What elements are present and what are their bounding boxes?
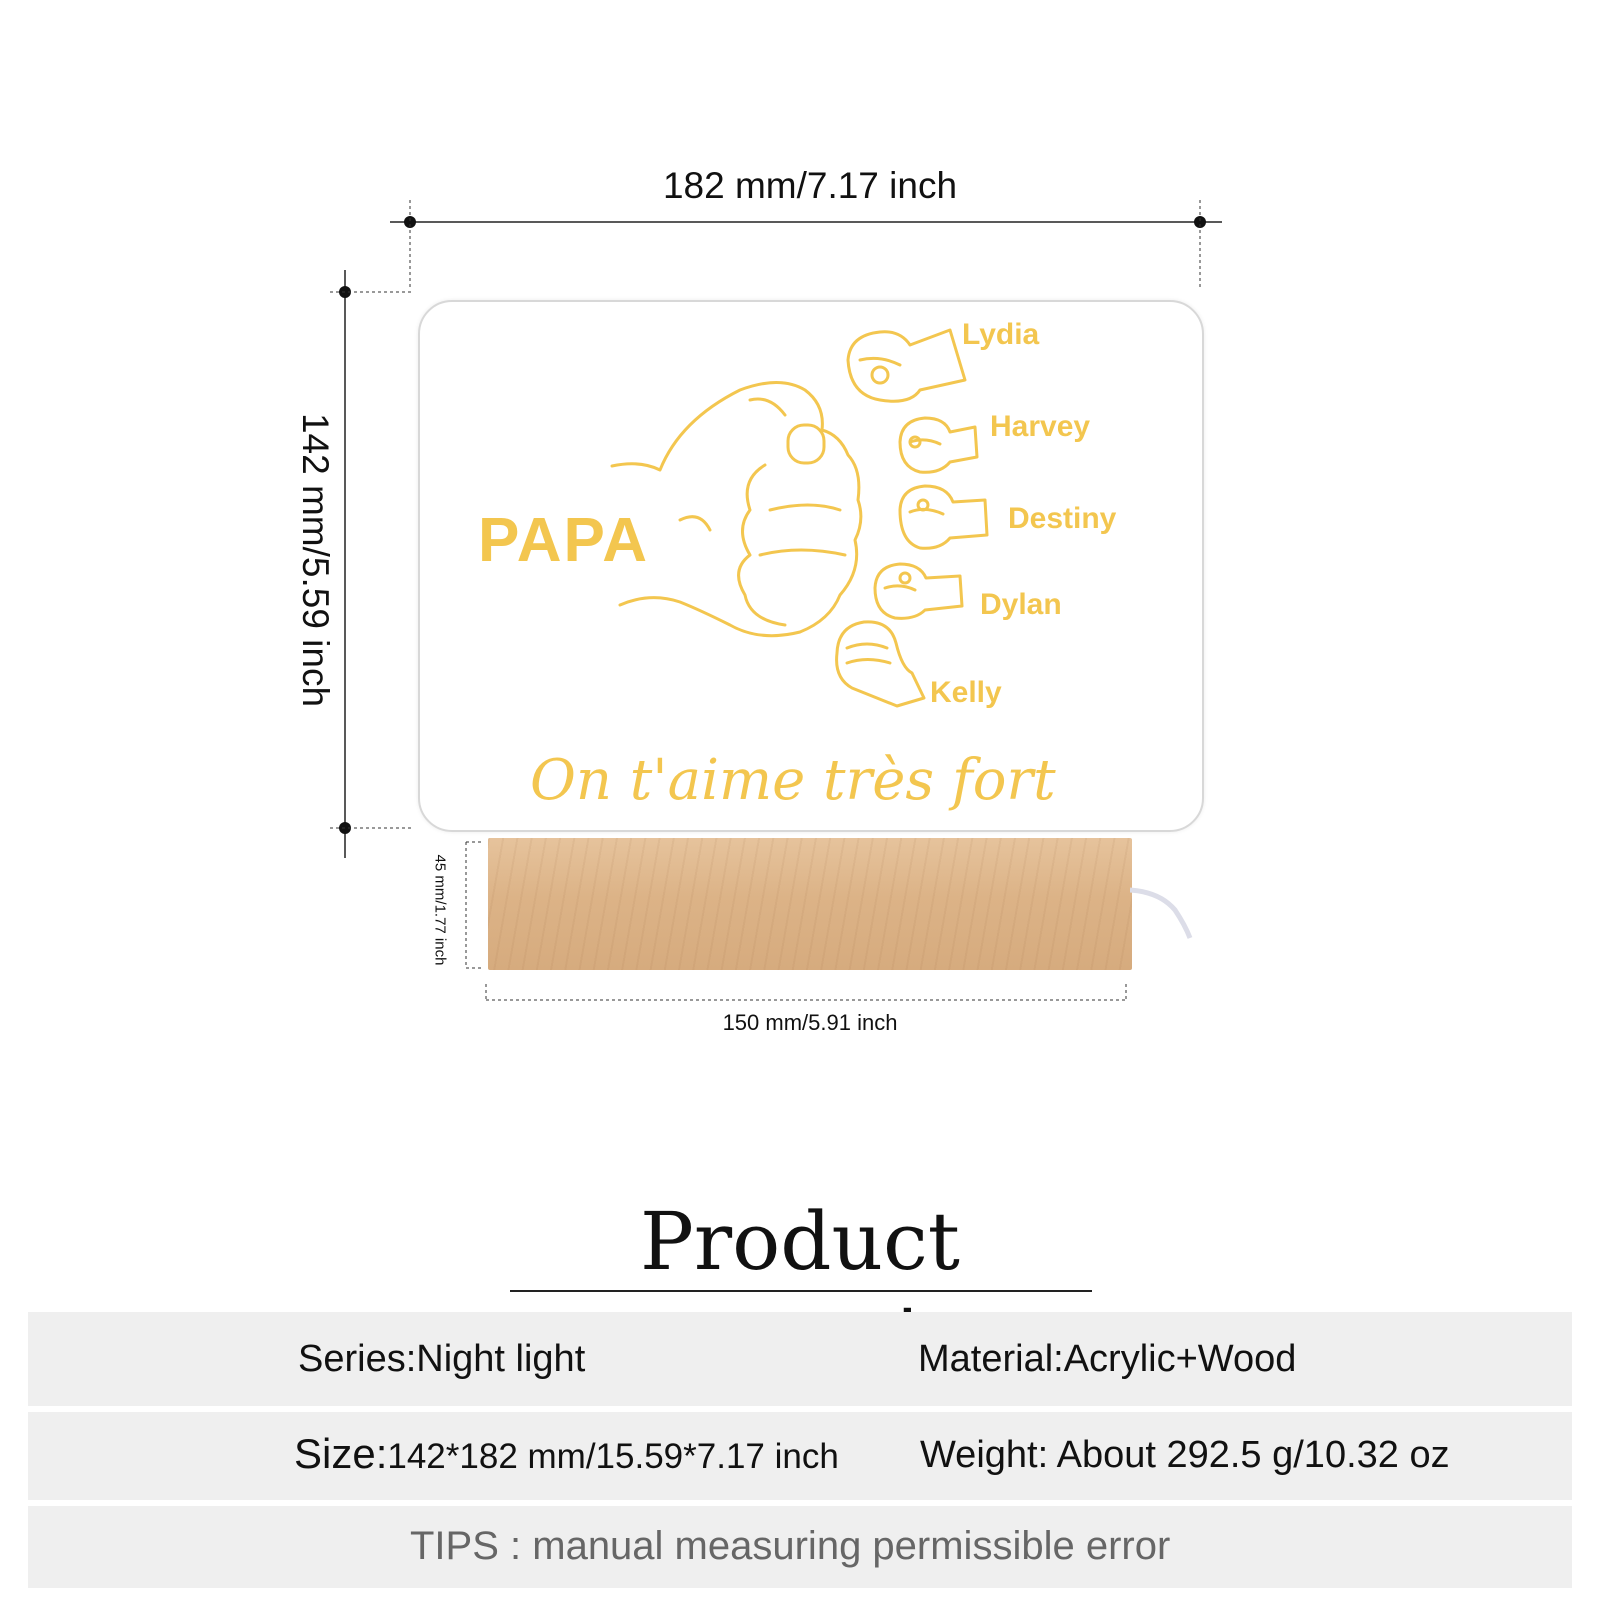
tips-text: TIPS : manual measuring permissible error bbox=[410, 1524, 1171, 1568]
kid-name: Kelly bbox=[930, 676, 1002, 709]
wood-grain-texture bbox=[488, 838, 1132, 970]
section-title: Product bbox=[640, 1195, 960, 1288]
tips-row bbox=[28, 1506, 1572, 1588]
title-underline bbox=[510, 1290, 1092, 1292]
size-field bbox=[294, 1430, 839, 1478]
base-height-label: 45 mm/1.77 inch bbox=[431, 854, 449, 966]
material-value: Material:Acrylic+Wood bbox=[918, 1338, 1297, 1380]
series-value: Series:Night light bbox=[298, 1338, 586, 1380]
slogan-text: On t'aime très fort bbox=[530, 748, 1056, 813]
base-width-label: 150 mm/5.91 inch bbox=[722, 1010, 898, 1035]
width-dimension-label: 182 mm/7.17 inch bbox=[662, 165, 958, 206]
weight-value: Weight: About 292.5 g/10.32 oz bbox=[920, 1434, 1450, 1476]
kid-name: Dylan bbox=[980, 588, 1062, 621]
kid-name: Harvey bbox=[990, 410, 1091, 443]
param-row bbox=[28, 1412, 1572, 1500]
main-name-text: PAPA bbox=[478, 506, 650, 575]
kid-name: Lydia bbox=[962, 318, 1040, 351]
kid-name: Destiny bbox=[1008, 502, 1117, 535]
height-dimension-label: 142 mm/5.59 inch bbox=[295, 412, 336, 708]
param-row bbox=[28, 1312, 1572, 1406]
size-value: 142*182 mm/15.59*7.17 inch bbox=[387, 1437, 839, 1476]
power-cable bbox=[1130, 880, 1210, 940]
size-label: Size: bbox=[294, 1430, 388, 1477]
